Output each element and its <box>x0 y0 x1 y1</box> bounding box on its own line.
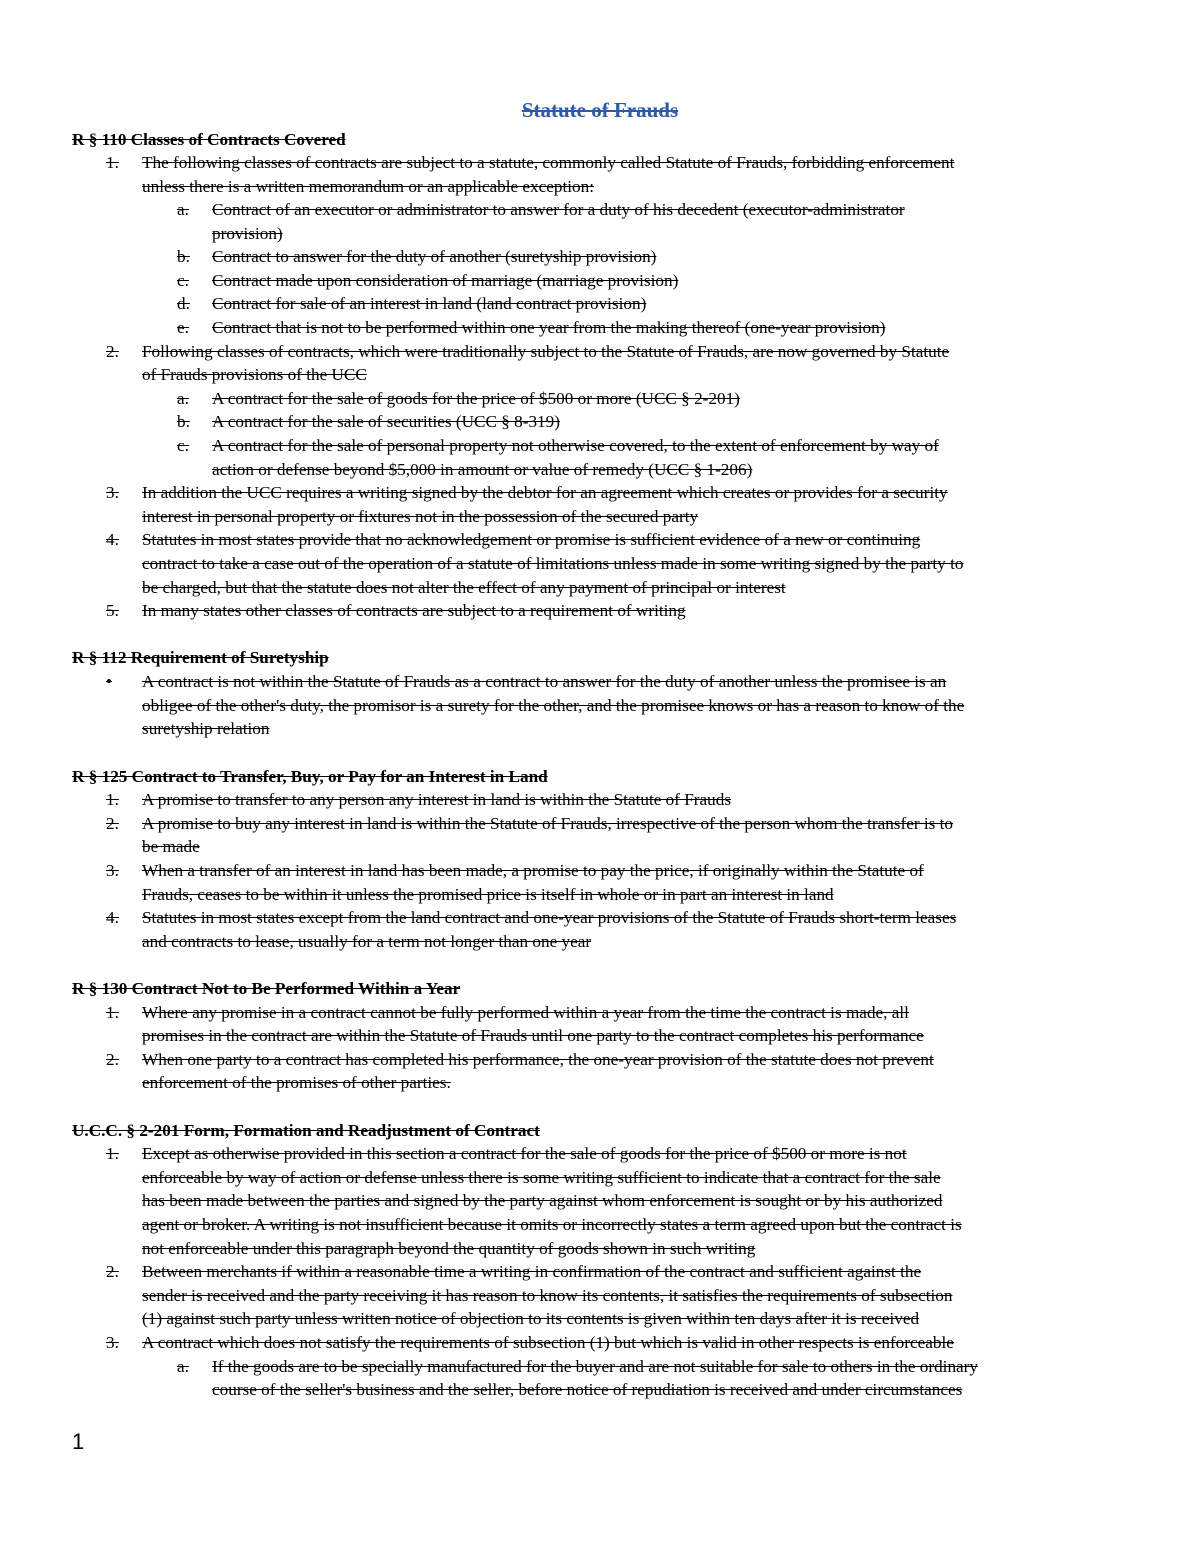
list-marker: 3. <box>106 1333 119 1352</box>
text-line: obligee of the other's duty, the promisor is a surety for the other, and the promisee knows or has a reason to know of the <box>142 696 965 715</box>
document-title: Statute of Frauds <box>521 98 679 122</box>
text-line: A promise to buy any interest in land is within the Statute of Frauds, irrespective of the person whom the transfer is to <box>142 814 953 833</box>
list-marker: 2. <box>106 1262 119 1281</box>
list-marker: a. <box>177 389 189 408</box>
text-line: In addition the UCC requires a writing signed by the debtor for an agreement which creates or provides for a security <box>142 483 948 502</box>
text-line: When one party to a contract has completed his performance, the one-year provision of the statute does not prevent <box>142 1050 934 1069</box>
list-marker: 4. <box>106 530 119 549</box>
text-line: be charged, but that the statute does not alter the effect of any payment of principal or interest <box>142 578 786 597</box>
list-marker: b. <box>177 247 190 266</box>
section-heading: R § 110 Classes of Contracts Covered <box>72 130 346 149</box>
text-line: A contract is not within the Statute of Frauds as a contract to answer for the duty of another unless the promisee is an <box>142 672 947 691</box>
text-line: Except as otherwise provided in this section a contract for the sale of goods for the price of $500 or more is not <box>142 1144 907 1163</box>
list-marker: 1. <box>106 1144 119 1163</box>
list-marker: 2. <box>106 814 119 833</box>
text-line: agent or broker. A writing is not insufficient because it omits or incorrectly states a term agreed upon but the contract is <box>142 1215 962 1234</box>
section-heading: R § 125 Contract to Transfer, Buy, or Pay for an Interest in Land <box>72 767 548 786</box>
text-line: A contract for the sale of securities (UCC § 8-319) <box>212 412 560 431</box>
text-line: If the goods are to be specially manufactured for the buyer and are not suitable for sale to others in the ordinary <box>212 1357 979 1376</box>
text-line: enforcement of the promises of other parties. <box>142 1073 451 1092</box>
list-marker: 1. <box>106 1003 119 1022</box>
text-line: provision) <box>212 224 283 243</box>
text-line: be made <box>142 837 200 856</box>
text-line: A contract for the sale of personal property not otherwise covered, to the extent of enforcement by way of <box>212 436 939 455</box>
list-marker: b. <box>177 412 190 431</box>
list-marker: 5. <box>106 601 119 620</box>
text-line: Between merchants if within a reasonable time a writing in confirmation of the contract and sufficient against the <box>142 1262 922 1281</box>
text-line: unless there is a written memorandum or an applicable exception: <box>142 177 594 196</box>
text-line: action or defense beyond $5,000 in amount or value of remedy (UCC § 1-206) <box>212 460 753 479</box>
list-marker: a. <box>177 1357 189 1376</box>
text-line: suretyship relation <box>142 719 270 738</box>
text-line: Contract that is not to be performed within one year from the making thereof (one-year provision) <box>212 318 886 337</box>
list-marker: d. <box>177 294 190 313</box>
text-line: and contracts to lease, usually for a term not longer than one year <box>142 932 592 951</box>
text-line: Contract of an executor or administrator to answer for a duty of his decedent (executor-administrator <box>212 200 905 219</box>
text-line: of Frauds provisions of the UCC <box>142 365 367 384</box>
page-number: 1 <box>72 1429 85 1454</box>
text-line: Statutes in most states except from the land contract and one-year provisions of the Statute of Frauds short-term leases <box>142 908 957 927</box>
text-line: has been made between the parties and signed by the party against whom enforcement is sought or by his authorized <box>142 1191 943 1210</box>
text-line: A promise to transfer to any person any interest in land is within the Statute of Frauds <box>142 790 732 809</box>
list-marker: 1. <box>106 790 119 809</box>
text-line: In many states other classes of contracts are subject to a requirement of writing <box>142 601 686 620</box>
list-marker: e. <box>177 318 189 337</box>
text-line: not enforceable under this paragraph beyond the quantity of goods shown in such writing <box>142 1239 756 1258</box>
text-line: Contract to answer for the duty of another (suretyship provision) <box>212 247 657 266</box>
section-heading: U.C.C. § 2-201 Form, Formation and Readjustment of Contract <box>72 1121 540 1140</box>
list-marker: 4. <box>106 908 119 927</box>
text-line: (1) against such party unless written notice of objection to its contents is given within ten days after it is received <box>142 1309 920 1328</box>
list-marker: 2. <box>106 1050 119 1069</box>
text-line: A contract for the sale of goods for the price of $500 or more (UCC § 2-201) <box>212 389 740 408</box>
text-line: A contract which does not satisfy the requirements of subsection (1) but which is valid in other respects is enforceable <box>142 1333 954 1352</box>
list-marker: a. <box>177 200 189 219</box>
text-line: promises in the contract are within the Statute of Frauds until one party to the contract completes his performance <box>142 1026 924 1045</box>
text-line: The following classes of contracts are subject to a statute, commonly called Statute of Frauds, forbidding enforcement <box>142 153 955 172</box>
text-line: course of the seller's business and the seller, before notice of repudiation is received and under circumstances <box>212 1380 963 1399</box>
list-marker: 3. <box>106 861 119 880</box>
list-marker: c. <box>177 436 189 455</box>
text-line: enforceable by way of action or defense unless there is some writing sufficient to indicate that a contract for the sale <box>142 1168 941 1187</box>
list-marker: 1. <box>106 153 119 172</box>
text-line: Contract for sale of an interest in land (land contract provision) <box>212 294 647 313</box>
section-heading: R § 112 Requirement of Suretyship <box>72 648 329 667</box>
text-line: Where any promise in a contract cannot be fully performed within a year from the time the contract is made, all <box>142 1003 909 1022</box>
text-line: Following classes of contracts, which were traditionally subject to the Statute of Frauds, are now governed by Statute <box>142 342 950 361</box>
text-line: Frauds, ceases to be within it unless the promised price is itself in whole or in part an interest in land <box>142 885 834 904</box>
text-line: sender is received and the party receiving it has reason to know its contents, it satisfies the requirements of subsection <box>142 1286 953 1305</box>
list-marker: 2. <box>106 342 119 361</box>
text-line: contract to take a case out of the operation of a statute of limitations unless made in some writing signed by the party to <box>142 554 964 573</box>
bullet-marker: • <box>106 672 113 691</box>
section-heading: R § 130 Contract Not to Be Performed Within a Year <box>72 979 461 998</box>
text-line: interest in personal property or fixtures not in the possession of the secured party <box>142 507 699 526</box>
text-line: Contract made upon consideration of marriage (marriage provision) <box>212 271 679 290</box>
text-line: Statutes in most states provide that no acknowledgement or promise is sufficient evidence of a new or continuing <box>142 530 921 549</box>
list-marker: c. <box>177 271 189 290</box>
list-marker: 3. <box>106 483 119 502</box>
text-line: When a transfer of an interest in land has been made, a promise to pay the price, if originally within the Statute of <box>142 861 924 880</box>
